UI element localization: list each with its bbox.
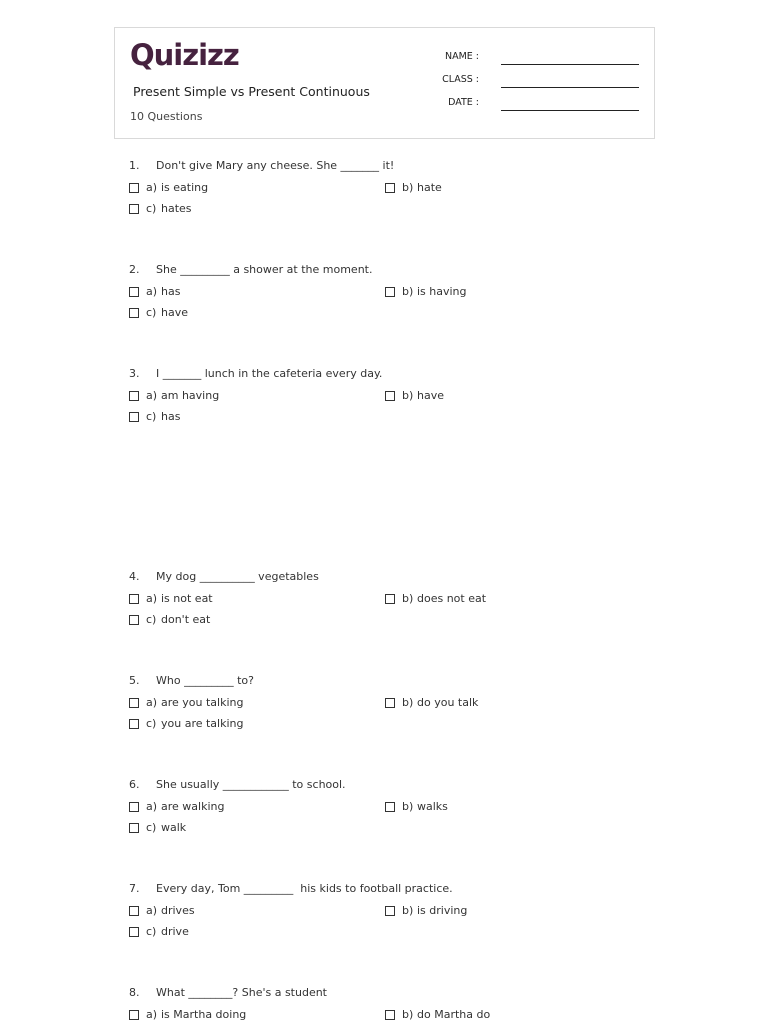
question-prompt: She usually ____________ to school. [156,778,346,791]
name-line[interactable] [501,64,639,65]
option-text: walk [161,821,187,834]
question-number: 1. [129,159,140,172]
option-text: don't eat [161,613,211,626]
question-text [129,778,649,794]
question-number: 5. [129,674,140,687]
question-prompt: Every day, Tom _________ his kids to football practice. [156,882,453,895]
question-1 [129,159,649,215]
checkbox[interactable] [385,391,395,401]
checkbox[interactable] [129,391,139,401]
option-letter: a) [146,800,158,813]
option-text: are walking [161,800,225,813]
option-text: is Martha doing [161,1008,247,1021]
question-4 [129,570,649,626]
question-2 [129,263,649,319]
option-letter: c) [146,306,157,319]
option-text: are you talking [161,696,244,709]
option-letter: a) [146,696,158,709]
checkbox[interactable] [129,308,139,318]
question-text [129,986,649,1002]
option-text: is not eat [161,592,213,605]
option-letter: b) [402,696,414,709]
checkbox[interactable] [129,698,139,708]
option-letter: b) [402,285,414,298]
option-letter: a) [146,592,158,605]
question-7 [129,882,649,938]
option-letter: a) [146,1008,158,1021]
option-letter: c) [146,925,157,938]
date-label: DATE : [448,97,479,108]
class-field[interactable] [439,74,639,88]
option-text: drive [161,925,189,938]
option-text: is having [417,285,467,298]
question-prompt: She _________ a shower at the moment. [156,263,373,276]
checkbox[interactable] [385,594,395,604]
option-text: walks [417,800,448,813]
question-number: 6. [129,778,140,791]
checkbox[interactable] [129,183,139,193]
option-text: do Martha do [417,1008,491,1021]
option-text: drives [161,904,195,917]
option-text: is eating [161,181,209,194]
checkbox[interactable] [385,183,395,193]
option-letter: c) [146,410,157,423]
checkbox[interactable] [129,1010,139,1020]
quizizz-logo: Quizizz [130,38,239,72]
checkbox[interactable] [129,719,139,729]
question-number: 2. [129,263,140,276]
checkbox[interactable] [129,802,139,812]
checkbox[interactable] [129,594,139,604]
checkbox[interactable] [385,287,395,297]
option-text: do you talk [417,696,479,709]
question-number: 4. [129,570,140,583]
option-text: am having [161,389,220,402]
question-text [129,159,649,175]
question-8 [129,986,649,1021]
question-number: 8. [129,986,140,999]
option-text: have [417,389,444,402]
option-letter: a) [146,181,158,194]
option-letter: b) [402,1008,414,1021]
option-letter: b) [402,592,414,605]
option-letter: a) [146,904,158,917]
option-letter: c) [146,821,157,834]
question-prompt: I _______ lunch in the cafeteria every day. [156,367,383,380]
worksheet-header [114,27,655,139]
checkbox[interactable] [129,204,139,214]
option-letter: b) [402,389,414,402]
worksheet-title: Present Simple vs Present Continuous [133,84,370,99]
checkbox[interactable] [385,802,395,812]
option-text: hate [417,181,442,194]
option-text: has [161,285,181,298]
date-field[interactable] [439,97,639,111]
option-text: you are talking [161,717,244,730]
question-text [129,570,649,586]
question-prompt: What ________? She's a student [156,986,327,999]
checkbox[interactable] [129,412,139,422]
checkbox[interactable] [129,927,139,937]
name-label: NAME : [444,51,479,62]
option-letter: a) [146,389,158,402]
name-field[interactable] [439,51,639,65]
option-letter: b) [402,181,414,194]
question-prompt: Don't give Mary any cheese. She _______ it! [156,159,395,172]
option-letter: c) [146,202,157,215]
option-letter: b) [402,800,414,813]
question-number: 3. [129,367,140,380]
checkbox[interactable] [385,698,395,708]
option-text: have [161,306,188,319]
question-count: 10 Questions [130,110,203,123]
question-5 [129,674,649,730]
question-3 [129,367,649,423]
option-text: has [161,410,181,423]
class-label: CLASS : [442,74,479,85]
question-prompt: My dog __________ vegetables [156,570,319,583]
class-line[interactable] [501,87,639,88]
question-text [129,882,649,898]
option-letter: c) [146,717,157,730]
question-6 [129,778,649,834]
question-text [129,367,649,383]
question-text [129,674,649,690]
option-text: is driving [417,904,468,917]
option-text: does not eat [417,592,487,605]
option-letter: b) [402,904,414,917]
checkbox[interactable] [385,906,395,916]
option-text: hates [161,202,192,215]
question-text [129,263,649,279]
checkbox[interactable] [129,823,139,833]
question-number: 7. [129,882,140,895]
checkbox[interactable] [129,615,139,625]
question-prompt: Who _________ to? [156,674,254,687]
option-letter: a) [146,285,158,298]
date-line[interactable] [501,110,639,111]
checkbox[interactable] [385,1010,395,1020]
checkbox[interactable] [129,906,139,916]
checkbox[interactable] [129,287,139,297]
option-letter: c) [146,613,157,626]
